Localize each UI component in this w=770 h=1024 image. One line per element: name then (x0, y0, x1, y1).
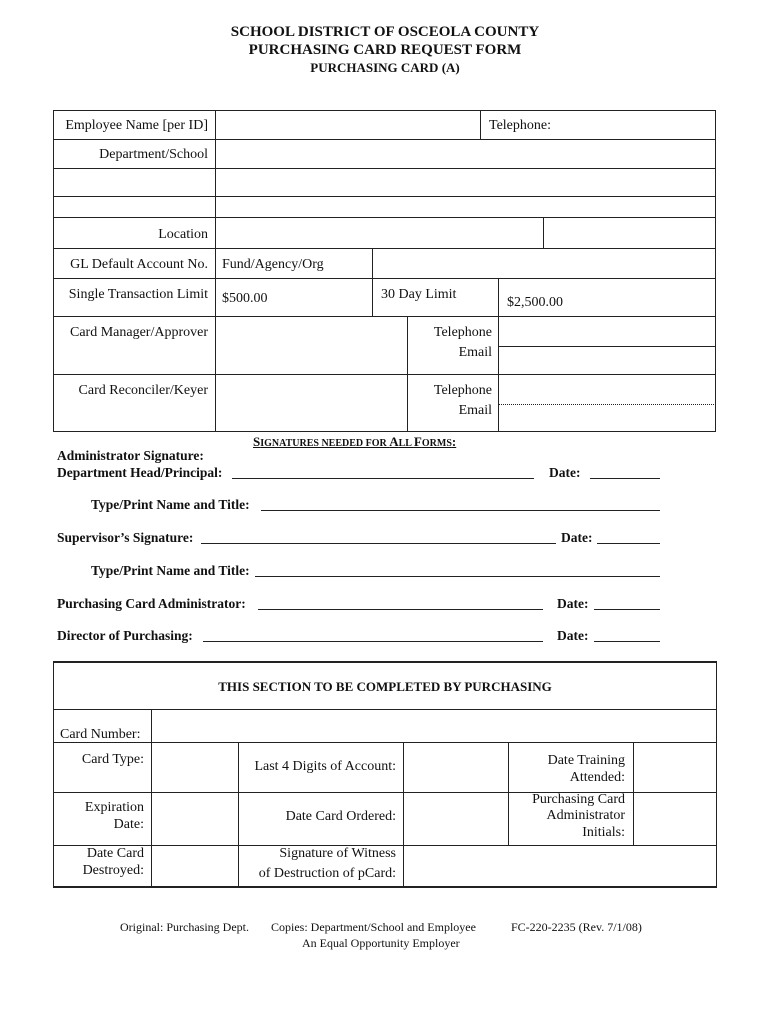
supervisor-date-label: Date: (561, 530, 593, 545)
footer-form-number: FC-220-2235 (Rev. 7/1/08) (511, 920, 642, 934)
card-type-label: Card Type: (81, 752, 144, 767)
single-limit-value: $500.00 (222, 291, 268, 306)
form-card-type: PURCHASING CARD (A) (310, 60, 460, 75)
form-subtitle: PURCHASING CARD REQUEST FORM (248, 42, 522, 58)
witness-label-2: of Destruction of pCard: (258, 866, 396, 881)
purchasing-section-title: THIS SECTION TO BE COMPLETED BY PURCHASING (218, 679, 552, 694)
manager-telephone-label: Telephone (433, 325, 492, 340)
pca-initials-label-3: Initials: (582, 825, 625, 840)
telephone-label: Telephone: (489, 118, 551, 133)
footer-eoe: An Equal Opportunity Employer (302, 936, 460, 950)
reconciler-email-label: Email (458, 403, 492, 418)
gl-account-label: GL Default Account No. (70, 257, 208, 272)
last4-label: Last 4 Digits of Account: (254, 759, 396, 774)
manager-email-label: Email (458, 345, 492, 360)
supervisor-signature-line[interactable] (201, 543, 556, 544)
expiration-label-2: Date: (113, 817, 144, 832)
type-print-label-2: Type/Print Name and Title: (91, 563, 250, 578)
type-print-line-2[interactable] (255, 576, 660, 577)
pcard-admin-date-label: Date: (557, 596, 589, 611)
card-number-label: Card Number: (60, 727, 141, 742)
footer-copies: Copies: Department/School and Employee (271, 920, 476, 934)
department-label: Department/School (99, 147, 208, 162)
pcard-admin-date-line[interactable] (594, 609, 660, 610)
employee-name-label: Employee Name [per ID] (65, 118, 208, 133)
date-training-label-1: Date Training (547, 753, 625, 768)
director-signature-line[interactable] (203, 641, 543, 642)
pcard-admin-signature-line[interactable] (258, 609, 543, 610)
pcard-admin-label: Purchasing Card Administrator: (57, 596, 246, 611)
day30-limit-value: $2,500.00 (507, 295, 563, 310)
card-manager-label: Card Manager/Approver (69, 325, 208, 340)
date-ordered-label: Date Card Ordered: (285, 809, 396, 824)
fund-agency-org-label: Fund/Agency/Org (222, 257, 324, 272)
date-destroyed-label-1: Date Card (86, 846, 144, 861)
day30-limit-label: 30 Day Limit (381, 287, 457, 302)
single-limit-label: Single Transaction Limit (68, 287, 208, 302)
type-print-label-1: Type/Print Name and Title: (91, 497, 250, 512)
card-reconciler-label: Card Reconciler/Keyer (78, 383, 208, 398)
signatures-heading: SIGNATURES NEEDED FOR ALL FORMS: (253, 434, 457, 449)
form-title: SCHOOL DISTRICT OF OSCEOLA COUNTY (230, 24, 540, 40)
expiration-label-1: Expiration (84, 800, 144, 815)
location-label: Location (158, 227, 208, 242)
reconciler-telephone-label: Telephone (433, 383, 492, 398)
type-print-line-1[interactable] (261, 510, 660, 511)
director-date-label: Date: (557, 628, 589, 643)
date-training-label-2: Attended: (569, 770, 625, 785)
date-destroyed-label-2: Destroyed: (82, 863, 144, 878)
pca-initials-label-2: Administrator (546, 808, 625, 823)
footer-original: Original: Purchasing Dept. (120, 920, 249, 934)
admin-signature-label: Administrator Signature: (57, 448, 204, 463)
dept-head-date-line[interactable] (590, 478, 660, 479)
witness-label-1: Signature of Witness (279, 846, 396, 861)
supervisor-signature-label: Supervisor’s Signature: (57, 530, 194, 545)
supervisor-date-line[interactable] (597, 543, 660, 544)
director-date-line[interactable] (594, 641, 660, 642)
dept-head-date-label: Date: (549, 465, 581, 480)
pca-initials-label-1: Purchasing Card (532, 792, 625, 807)
dept-head-signature-line[interactable] (232, 478, 534, 479)
director-label: Director of Purchasing: (57, 628, 193, 643)
dept-head-label: Department Head/Principal: (57, 465, 223, 480)
